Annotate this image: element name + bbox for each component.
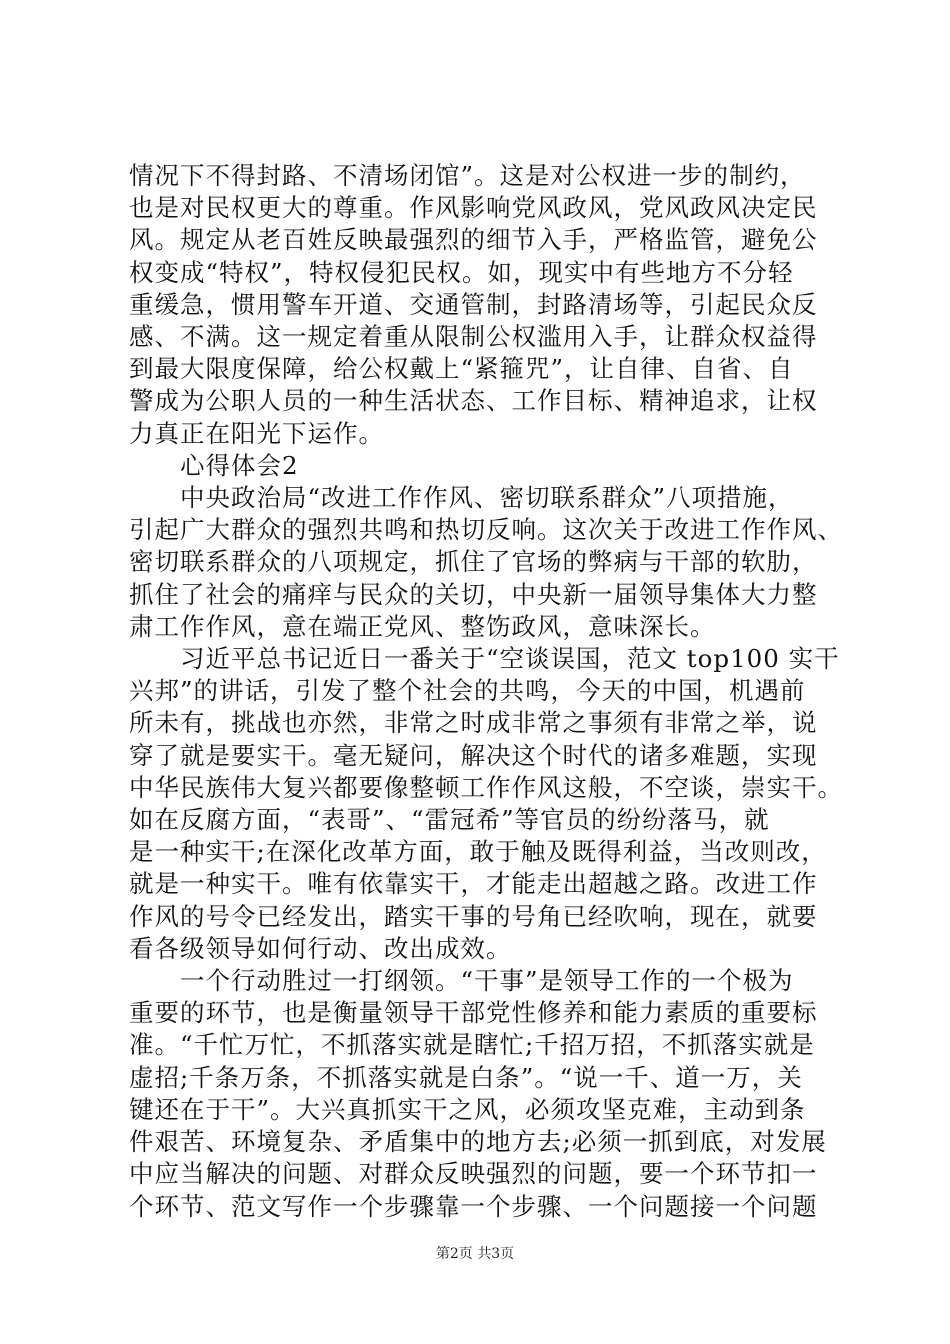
text-line: 也是对民权更大的尊重。作风影响党风政风，党风政风决定民 [129,193,818,223]
text-line: 抓住了社会的痛痒与民众的关切，中央新一届领导集体大力整 [129,579,818,609]
section-heading: 心得体会2 [129,450,299,480]
text-line: 看各级领导如何行动、改出成效。 [129,933,512,963]
text-line: 兴邦”的讲话，引发了整个社会的共鸣，今天的中国，机遇前 [129,676,806,706]
text-line: 密切联系群众的八项规定，抓住了官场的弊病与干部的软肋， [129,547,818,577]
page-number: 第2页 共3页 [435,1246,515,1262]
text-line: 准。“千忙万忙，不抓落实就是瞎忙;千招万招，不抓落实就是 [129,1030,815,1060]
body-text [129,160,843,1223]
text-line: 所未有，挑战也亦然，非常之时成非常之事须有非常之举，说 [129,708,818,738]
text-line: 如在反腐方面，“表哥”、“雷冠希”等官员的纷纷落马，就 [129,805,770,835]
text-line: 中央政治局“改进工作作风、密切联系群众”八项措施， [129,483,794,513]
text-line: 中华民族伟大复兴都要像整顿工作作风这般，不空谈，崇实干。 [129,772,843,802]
text-line: 肃工作作风，意在端正党风、整饬政风，意味深长。 [129,611,716,641]
text-line: 感、不满。这一规定着重从限制公权滥用入手，让群众权益得 [129,322,818,352]
text-line: 风。规定从老百姓反映最强烈的细节入手，严格监管，避免公 [129,225,818,255]
text-line: 重缓急，惯用警车开道、交通管制，封路清场等，引起民众反 [129,289,818,319]
text-line: 权变成“特权”，特权侵犯民权。如，现实中有些地方不分轻 [129,257,794,287]
text-line: 作风的号令已经发出，踏实干事的号角已经吹响，现在，就要 [129,901,818,931]
text-line: 中应当解决的问题、对群众反映强烈的问题，要一个环节扣一 [129,1159,818,1189]
text-line: 重要的环节，也是衡量领导干部党性修养和能力素质的重要标 [129,998,818,1028]
text-line: 引起广大群众的强烈共鸣和热切反响。这次关于改进工作作风、 [129,515,843,545]
text-line: 力真正在阳光下运作。 [129,418,384,448]
text-line: 警成为公职人员的一种生活状态、工作目标、精神追求，让权 [129,386,818,416]
text-line: 穿了就是要实干。毫无疑问，解决这个时代的诸多难题，实现 [129,740,818,770]
text-line: 就是一种实干。唯有依靠实干，才能走出超越之路。改进工作 [129,869,818,899]
text-line: 件艰苦、环境复杂、矛盾集中的地方去;必须一抓到底，对发展 [129,1127,827,1157]
text-line: 习近平总书记近日一番关于“空谈误国，范文 top100 实干 [129,644,840,674]
text-line: 情况下不得封路、不清场闭馆”。这是对公权进一步的制约， [129,161,806,190]
text-line: 到最大限度保障，给公权戴上“紧箍咒”，让自律、自省、自 [129,354,794,384]
text-line: 虚招;千条万条，不抓落实就是白条”。“说一千、道一万，关 [129,1062,803,1092]
text-line: 一个行动胜过一打纲领。“干事”是领导工作的一个极为 [129,966,794,996]
page-footer [0,1244,950,1264]
text-line: 个环节、范文写作一个步骤靠一个步骤、一个问题接一个问题 [129,1191,818,1221]
text-line: 是一种实干;在深化改革方面，敢于触及既得利益，当改则改， [129,837,827,867]
text-line: 键还在于干”。大兴真抓实干之风，必须攻坚克难，主动到条 [129,1094,806,1124]
